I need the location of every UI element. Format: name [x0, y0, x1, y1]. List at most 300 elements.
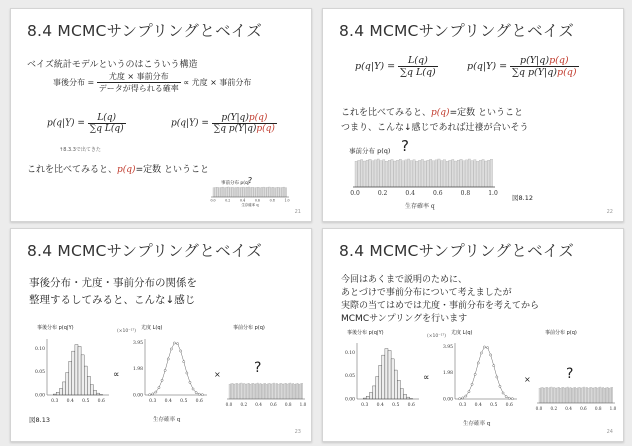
prior-bar	[592, 388, 593, 403]
prior-bar	[600, 387, 601, 403]
posterior-bar	[407, 397, 410, 399]
likelihood-point	[486, 347, 488, 349]
prior-bar	[465, 160, 467, 187]
posterior-y-ticks	[35, 339, 47, 399]
prior-tick-labels	[350, 190, 498, 197]
line-4: MCMCサンプリングを行います	[341, 314, 468, 324]
prior-bar	[236, 383, 237, 399]
eq2-den-b: p(q)	[256, 124, 275, 134]
prior-tick-label: 0.6	[433, 190, 443, 197]
y-tick-label: 0.10	[344, 350, 355, 356]
prior-bar	[276, 383, 277, 399]
mini-prior-bar	[265, 188, 267, 197]
mini-tick-label: 0.4	[240, 198, 246, 203]
likelihood-point	[508, 397, 510, 399]
times-symbol: ×	[524, 375, 531, 384]
eq2-den-a: ∑q p(Y|q)	[213, 124, 257, 134]
prior-bar	[299, 384, 300, 399]
prior-bar	[369, 159, 371, 187]
prior-bar	[449, 160, 451, 187]
prior-bar	[452, 159, 454, 187]
proportional-symbol: ∝	[113, 370, 120, 380]
prior-bar	[471, 161, 473, 187]
equation-2	[171, 113, 277, 134]
prior-bar	[432, 161, 434, 187]
slide-title: 8.4 MCMCサンプリングとベイズ	[339, 22, 575, 40]
prior-bar	[560, 388, 561, 403]
prior-bar	[247, 384, 248, 399]
prior-bar	[282, 384, 283, 399]
prior-bar	[490, 159, 492, 187]
likelihood-chart	[431, 335, 521, 415]
slide-24	[322, 228, 624, 442]
prior-bar	[402, 161, 404, 187]
posterior-bars	[357, 349, 419, 399]
x-tick-label: 0.5	[490, 403, 498, 408]
likelihood-y-ticks	[133, 339, 145, 399]
likelihood-point	[502, 392, 504, 394]
prior-bar	[263, 384, 264, 399]
posterior-chart	[23, 331, 113, 411]
x-tick-label: 0.0	[225, 402, 233, 407]
posterior-bar	[78, 346, 81, 395]
line-1: 事後分布・尤度・事前分布の関係を	[29, 277, 197, 289]
likelihood-scale: (×10⁻¹⁷)	[427, 334, 446, 339]
prior-bar	[485, 161, 487, 187]
mini-xlabel: 生存確率 q	[241, 203, 259, 207]
prior-bar	[446, 161, 448, 187]
likelihood-point	[465, 395, 467, 397]
prior-bar	[582, 388, 583, 403]
prior-bar	[424, 161, 426, 187]
posterior-bar	[59, 388, 62, 395]
x-tick-label: 0.6	[97, 399, 105, 404]
prior-bar	[588, 388, 589, 403]
prior-bar	[572, 388, 573, 403]
prior-tick-label: 0.2	[377, 190, 388, 197]
prior-bar	[293, 383, 294, 399]
prior-bar	[262, 384, 263, 399]
line-1: 今回はあくまで説明のために、	[341, 275, 468, 285]
eq1-numerator: L(q)	[88, 113, 126, 124]
mini-prior-bar	[281, 187, 283, 197]
mini-prior-bar	[224, 188, 226, 197]
prior-bar	[363, 161, 365, 187]
mini-tick-label: 0.8	[269, 198, 275, 203]
mini-prior-bar	[219, 188, 221, 197]
slide-title: 8.4 MCMCサンプリングとベイズ	[27, 242, 263, 260]
x-tick-label: 0.4	[474, 403, 482, 408]
prior-bar	[296, 384, 297, 399]
prior-bar	[416, 161, 418, 187]
prior-bar	[603, 387, 604, 403]
prior-bar	[555, 388, 556, 403]
prior-bar	[457, 160, 459, 187]
prior-bar	[561, 388, 562, 403]
posterior-bar	[366, 396, 369, 399]
prior-bar	[260, 383, 261, 399]
prior-bar	[270, 384, 271, 399]
mini-prior-bar	[254, 188, 256, 197]
prior-bar	[394, 161, 396, 187]
likelihood-point	[480, 352, 482, 354]
prior-bar	[580, 388, 581, 403]
prior-bar	[230, 384, 231, 399]
likelihood-point	[474, 373, 476, 375]
prior-bar	[454, 161, 456, 187]
slide-23	[10, 228, 312, 442]
likelihood-point	[505, 396, 507, 398]
mini-prior-bar	[215, 187, 217, 197]
prior-bar	[421, 159, 423, 187]
prior-bars	[227, 383, 305, 399]
posterior-x-ticks	[361, 402, 415, 408]
prior-bar	[287, 384, 288, 399]
x-tick-label: 0.5	[82, 399, 90, 404]
likelihood-point	[462, 397, 464, 399]
likelihood-point	[158, 387, 160, 389]
prior-bar	[302, 383, 303, 399]
mini-prior-bar	[243, 187, 245, 197]
prior-bar	[573, 388, 574, 403]
mini-prior-bar	[285, 188, 287, 197]
prior-bar	[548, 388, 549, 403]
likelihood-point	[499, 385, 501, 387]
posterior-x-ticks	[51, 398, 105, 404]
prior-bar	[245, 384, 246, 399]
prior-question-mark: ?	[254, 360, 262, 376]
slide-title: 8.4 MCMCサンプリングとベイズ	[339, 242, 575, 260]
mini-prior-bar	[270, 188, 272, 197]
mini-tick-label: 0.2	[225, 198, 231, 203]
x-tick-label: 0.6	[407, 403, 415, 408]
posterior-bar	[376, 377, 379, 399]
posterior-bar	[391, 359, 394, 399]
line-2: あとづけで事前分布について考えましたが	[341, 288, 512, 298]
prior-label: 事前分布 p(q)	[349, 147, 391, 155]
eq2-num-a: p(Y|q)	[520, 55, 550, 66]
likelihood-curve	[150, 343, 203, 395]
mini-prior-bar	[267, 187, 269, 197]
prior-bar	[241, 383, 242, 399]
prior-bar	[300, 384, 301, 399]
line-2: 整理するしてみると、こんな↓感じ	[29, 294, 196, 306]
posterior-bar	[63, 382, 66, 395]
prior-bar	[540, 388, 541, 403]
equation-1	[47, 113, 126, 134]
prior-bar	[594, 388, 595, 403]
prior-bar	[391, 159, 393, 187]
prior-bar	[487, 160, 489, 187]
prior-bar	[435, 160, 437, 187]
mini-prior-bar	[217, 187, 219, 197]
posterior-bar	[388, 350, 391, 399]
prior-tick-label: 1.0	[488, 190, 498, 197]
mini-prior-bar	[232, 187, 234, 197]
prior-bar	[388, 160, 390, 187]
prior-bar	[297, 383, 298, 399]
posterior-bar	[404, 394, 407, 399]
mini-prior-bars	[213, 187, 287, 197]
prior-bar	[557, 388, 558, 403]
posterior-chart	[333, 335, 423, 415]
likelihood-point	[149, 394, 151, 396]
mini-prior-bar	[237, 187, 239, 197]
question-mark: ?	[401, 137, 409, 155]
eq2-fraction	[510, 55, 579, 78]
prior-bar	[598, 388, 599, 403]
prior-bar	[281, 383, 282, 399]
prior-bar	[539, 388, 540, 403]
prior-bar	[413, 160, 415, 187]
x-tick-label: 0.3	[459, 403, 467, 408]
mini-tick-label: 0.6	[254, 198, 260, 203]
likelihood-point	[186, 372, 188, 374]
x-tick-label: 0.4	[255, 402, 262, 407]
prior-bar	[244, 383, 245, 399]
mini-prior-bar	[248, 187, 250, 197]
posterior-bar	[75, 345, 78, 395]
prior-bar	[405, 160, 407, 187]
mini-prior-bar	[276, 187, 278, 197]
prior-bar	[272, 384, 273, 399]
likelihood-points	[145, 342, 207, 396]
prior-tick-label: 0.4	[405, 190, 415, 197]
prior-bar	[438, 159, 440, 187]
mini-tick-label: 0.0	[210, 198, 216, 203]
x-tick-label: 0.4	[565, 406, 572, 411]
likelihood-point	[201, 394, 203, 396]
eq1-lhs: p(q|Y) =	[355, 61, 396, 72]
mini-prior-bar	[241, 187, 243, 197]
mini-prior-bar	[226, 187, 228, 197]
line-3: 実際の当てはめでは尤度・事前分布を考えてから	[341, 301, 540, 311]
prior-bar	[385, 161, 387, 187]
y-tick-label: 0.00	[442, 397, 453, 403]
prior-bar	[545, 388, 546, 403]
prior-bars	[537, 387, 615, 403]
prior-bar	[430, 159, 432, 187]
posterior-bar	[81, 355, 84, 395]
bayes-numerator: 尤度 × 事前分布	[97, 71, 181, 83]
prior-bar	[256, 384, 257, 399]
prior-bar	[288, 384, 289, 399]
likelihood-point	[152, 393, 154, 395]
prior-bar	[239, 384, 240, 399]
prior-chart	[225, 377, 307, 411]
y-tick-label: 0.10	[34, 346, 45, 352]
x-axis-label: 生存確率 q	[463, 421, 491, 427]
likelihood-point	[496, 376, 498, 378]
eq2-lhs: p(q|Y) =	[467, 61, 508, 72]
compare-a: これを比べてみると、	[27, 165, 118, 175]
prior-bar	[482, 159, 484, 187]
page-number: 22	[606, 209, 613, 215]
x-tick-label: 0.4	[164, 399, 172, 404]
prior-bar	[427, 160, 429, 187]
x-tick-label: 0.3	[51, 399, 59, 404]
prior-bar	[579, 387, 580, 403]
posterior-bar	[394, 370, 397, 399]
prior-bar	[361, 159, 363, 187]
prior-bar	[269, 383, 270, 399]
page-number: 24	[606, 429, 613, 435]
prior-bar	[564, 388, 565, 403]
x-axis-label: 生存確率 q	[153, 417, 181, 423]
prior-bar	[563, 387, 564, 403]
x-tick-label: 0.2	[550, 406, 558, 411]
y-tick-label: 0.00	[132, 393, 143, 399]
mini-prior-bar	[274, 188, 276, 197]
figure-caption: 図8.12	[512, 194, 533, 202]
prior-bar	[233, 384, 234, 399]
mini-prior-bar	[239, 188, 241, 197]
prior-label: 事前分布 p(q)	[545, 330, 577, 336]
likelihood-chart	[121, 331, 211, 411]
prior-bar	[372, 161, 374, 187]
prior-bar	[607, 387, 608, 403]
prior-bar	[567, 387, 568, 403]
posterior-bar	[385, 349, 388, 399]
mini-prior-bar	[235, 187, 237, 197]
x-tick-label: 0.4	[66, 399, 74, 404]
eq1-fraction	[88, 113, 126, 134]
mini-prior-bar	[278, 187, 280, 197]
prior-bar	[257, 383, 258, 399]
figure-caption: 図8.13	[29, 416, 50, 424]
mini-prior-bar	[263, 187, 265, 197]
prior-bar	[410, 161, 412, 187]
likelihood-point	[459, 398, 461, 400]
prior-bar	[554, 387, 555, 403]
likelihood-x-ticks	[149, 398, 203, 404]
prior-bar	[235, 384, 236, 399]
prior-bar	[576, 388, 577, 403]
mini-prior-bar	[252, 187, 254, 197]
eq1-denominator: ∑q L(q)	[400, 67, 436, 78]
bayes-denominator: データが得られる確率	[98, 84, 179, 93]
eq2-den-a: ∑q p(Y|q)	[512, 67, 557, 78]
prior-bar	[250, 384, 251, 399]
prior-bar	[232, 383, 233, 399]
prior-bar	[604, 388, 605, 403]
eq2-den-b: p(q)	[557, 67, 577, 78]
mini-prior-bar	[257, 187, 259, 197]
equation-2	[467, 55, 579, 78]
prior-bar	[251, 384, 252, 399]
page-number: 21	[294, 209, 301, 215]
likelihood-scale: (×10⁻¹⁷)	[117, 329, 136, 334]
prior-bar	[468, 159, 470, 187]
mini-prior-bar	[222, 187, 224, 197]
mini-prior-bar	[283, 187, 285, 197]
x-tick-label: 0.4	[376, 403, 384, 408]
posterior-bar	[379, 365, 382, 399]
prior-bar	[279, 384, 280, 399]
posterior-bar	[66, 373, 69, 395]
likelihood-point	[189, 381, 191, 383]
prior-bar	[273, 383, 274, 399]
proportional-symbol: ∝	[423, 373, 430, 383]
prior-bar	[291, 384, 292, 399]
prior-bar	[479, 160, 481, 187]
prior-bar	[418, 160, 420, 187]
posterior-bar	[72, 351, 75, 395]
prior-bar	[570, 387, 571, 403]
posterior-bar	[69, 361, 72, 395]
mini-prior-bar	[272, 187, 274, 197]
prior-bar	[248, 383, 249, 399]
prior-tick-label: 0.0	[350, 190, 360, 197]
compare-text	[27, 162, 209, 175]
prior-bar	[549, 388, 550, 403]
mini-prior-bar	[280, 188, 282, 197]
prior-bar	[610, 388, 611, 403]
likelihood-point	[471, 383, 473, 385]
bayes-fraction	[97, 71, 181, 94]
x-tick-label: 0.5	[180, 399, 188, 404]
eq1-numerator: L(q)	[398, 55, 438, 67]
posterior-bar	[56, 392, 59, 395]
likelihood-point	[167, 358, 169, 360]
posterior-label: 事後分布 p(q|Y)	[37, 325, 74, 331]
prior-bar	[441, 161, 443, 187]
posterior-label: 事後分布 p(q|Y)	[347, 330, 384, 336]
slide-title: 8.4 MCMCサンプリングとベイズ	[27, 22, 263, 40]
posterior-y-ticks	[345, 343, 357, 403]
likelihood-point	[164, 369, 166, 371]
prior-bar	[460, 159, 462, 187]
eq1-lhs: p(q|Y) =	[47, 118, 85, 129]
prior-x-ticks	[536, 406, 617, 411]
prior-bar	[597, 388, 598, 403]
mini-prior-chart	[207, 185, 293, 207]
prior-bar	[552, 388, 553, 403]
compare-b: =定数 ということ	[449, 108, 523, 118]
mini-prior-bar	[233, 188, 235, 197]
mini-prior-bar	[269, 187, 271, 197]
x-tick-label: 1.0	[609, 406, 617, 411]
mini-prior-bar	[261, 187, 263, 197]
x-tick-label: 0.8	[594, 406, 602, 411]
eq2-fraction	[212, 113, 277, 134]
x-tick-label: 0.2	[240, 402, 248, 407]
prior-bar	[583, 387, 584, 403]
prior-bar	[253, 383, 254, 399]
x-tick-label: 1.0	[299, 402, 307, 407]
equation-1	[355, 55, 438, 78]
y-tick-label: 1.98	[442, 371, 453, 377]
mini-prior-label: 事前分布 p(q)	[221, 181, 250, 186]
likelihood-x-ticks	[459, 402, 513, 408]
prior-bar	[443, 160, 445, 187]
prior-bar	[585, 388, 586, 403]
x-tick-label: 0.3	[361, 403, 369, 408]
prior-bar	[284, 384, 285, 399]
y-tick-label: 0.00	[34, 393, 45, 399]
mini-tick-labels	[210, 199, 289, 203]
likelihood-point	[176, 343, 178, 345]
prior-x-ticks	[226, 402, 307, 407]
y-tick-label: 0.00	[344, 397, 355, 403]
mini-question-mark: ?	[248, 176, 253, 185]
mini-prior-bar	[213, 188, 215, 197]
compare-b: =定数 ということ	[135, 165, 209, 175]
mini-prior-bar	[220, 187, 222, 197]
prior-bar	[577, 388, 578, 403]
prior-bar	[558, 387, 559, 403]
bayes-rhs: ∝ 尤度 × 事前分布	[183, 78, 252, 87]
